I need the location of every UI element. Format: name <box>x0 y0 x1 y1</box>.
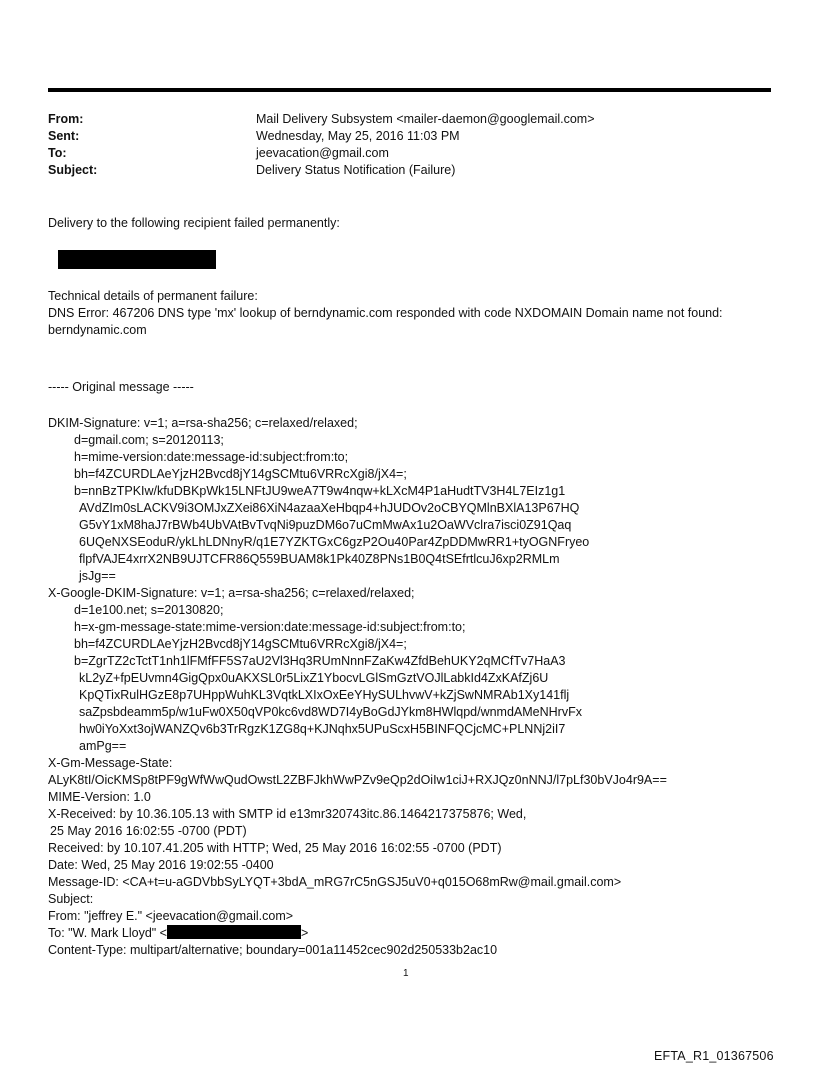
message-line: hw0iYoXxt3ojWANZQv6b3TrRgzK1ZG8q+KJNqhx5UPuScxH5BINFQCjcMC+PLNNj2iI7 <box>79 722 566 736</box>
header-rule <box>48 88 771 92</box>
message-line: Received: by 10.107.41.205 with HTTP; Wed, 25 May 2016 16:02:55 -0700 (PDT) <box>48 841 502 855</box>
message-line: G5vY1xM8haJ7rBWb4UbVAtBvTvqNi9puzDM6o7uCmMwAx1u2OaWVclra7isci0Z91Qaq <box>79 518 572 532</box>
message-line: X-Gm-Message-State: <box>48 756 173 770</box>
message-line: X-Google-DKIM-Signature: v=1; a=rsa-sha256; c=relaxed/relaxed; <box>48 586 415 600</box>
message-line: flpfVAJE4xrrX2NB9UJTCFR86Q559BUAM8k1Pk40Z8PNs1B0Q4tSEfrtlcuJ6xp2RMLm <box>79 552 560 566</box>
message-line: amPg== <box>79 739 127 753</box>
sent-label: Sent: <box>48 129 80 143</box>
message-line: b=ZgrTZ2cTctT1nh1lFMfFF5S7aU2Vl3Hq3RUmNnnFZaKw4ZfdBehUKY2qMCfTv7HaA3 <box>74 654 566 668</box>
message-line: jsJg== <box>79 569 116 583</box>
redaction-block <box>58 250 216 269</box>
message-line: h=mime-version:date:message-id:subject:from:to; <box>74 450 349 464</box>
to-value: jeevacation@gmail.com <box>256 146 389 160</box>
message-line: Content-Type: multipart/alternative; boundary=001a11452cec902d250533b2ac10 <box>48 943 498 957</box>
from-label: From: <box>48 112 84 126</box>
to-line-closing: > <box>300 926 309 940</box>
subject-value: Delivery Status Notification (Failure) <box>256 163 456 177</box>
message-line: 25 May 2016 16:02:55 -0700 (PDT) <box>50 824 247 838</box>
message-line: kL2yZ+fpEUvmn4GigQpx0uAKXSL0r5LixZ1YbocvLGlSmGztVOJlLabkId4ZxKAfZj6U <box>79 671 549 685</box>
sent-value: Wednesday, May 25, 2016 11:03 PM <box>256 129 460 143</box>
to-line-text: To: "W. Mark Lloyd" < <box>48 926 167 940</box>
message-line: bh=f4ZCURDLAeYjzH2Bvcd8jY14gSCMtu6VRRcXgi8/jX4=; <box>74 637 407 651</box>
original-message-marker: ----- Original message ----- <box>48 380 194 394</box>
subject-label: Subject: <box>48 163 98 177</box>
redaction-block <box>167 925 301 939</box>
to-line <box>48 925 308 942</box>
message-line: DKIM-Signature: v=1; a=rsa-sha256; c=relaxed/relaxed; <box>48 416 358 430</box>
message-line: 6UQeNXSEoduR/ykLhLDNnyR/q1E7YZKTGxC6gzP2Ou40Par4ZpDDMwRR1+tyOGNFryeo <box>79 535 590 549</box>
failure-intro: Delivery to the following recipient failed permanently: <box>48 216 340 230</box>
from-value: Mail Delivery Subsystem <mailer-daemon@googlemail.com> <box>256 112 595 126</box>
message-line: Subject: <box>48 892 94 906</box>
message-line: MIME-Version: 1.0 <box>48 790 151 804</box>
message-line: X-Received: by 10.36.105.13 with SMTP id e13mr320743itc.86.1464217375876; Wed, <box>48 807 527 821</box>
to-label: To: <box>48 146 67 160</box>
message-line: ALyK8tI/OicKMSp8tPF9gWfWwQudOwstL2ZBFJkhWwPZv9eQp2dOiIw1ciJ+RXJQz0nNNJ/l7pLf30bVJo4r9A== <box>48 773 667 787</box>
tech-heading: Technical details of permanent failure: <box>48 289 258 303</box>
page-number: 1 <box>403 968 409 979</box>
message-line: AVdZIm0sLACKV9i3OMJxZXei86XiN4azaaXeHbqp4+hJUDOv2oCBYQMlnBXlA13P67HQ <box>79 501 580 515</box>
message-line: b=nnBzTPKIw/kfuDBKpWk15LNFtJU9weA7T9w4nqw+kLXcM4P1aHudtTV3H4L7EIz1g1 <box>74 484 566 498</box>
message-line: KpQTixRulHGzE8p7UHppWuhKL3VqtkLXIxOxEeYHySULhvwV+kZjSwNMRAb1Xy141flj <box>79 688 570 702</box>
message-line: h=x-gm-message-state:mime-version:date:message-id:subject:from:to; <box>74 620 466 634</box>
message-line: d=1e100.net; s=20130820; <box>74 603 224 617</box>
message-line: saZpsbdeamm5p/w1uFw0X50qVP0kc6vd8WD7I4yBoGdJYkm8HWlqpd/wnmdAMeNHrvFx <box>79 705 582 719</box>
message-line: bh=f4ZCURDLAeYjzH2Bvcd8jY14gSCMtu6VRRcXgi8/jX4=; <box>74 467 407 481</box>
message-line: Message-ID: <CA+t=u-aGDVbbSyLYQT+3bdA_mRG7rC5nGSJ5uV0+q015O68mRw@mail.gmail.com> <box>48 875 622 889</box>
document-id: EFTA_R1_01367506 <box>654 1049 774 1063</box>
dns-error: DNS Error: 467206 DNS type 'mx' lookup of berndynamic.com responded with code NXDOMAIN Domain name not found: berndynamic.com <box>48 306 723 337</box>
message-line: d=gmail.com; s=20120113; <box>74 433 224 447</box>
message-line: Date: Wed, 25 May 2016 19:02:55 -0400 <box>48 858 274 872</box>
message-line: From: "jeffrey E." <jeevacation@gmail.com> <box>48 909 294 923</box>
